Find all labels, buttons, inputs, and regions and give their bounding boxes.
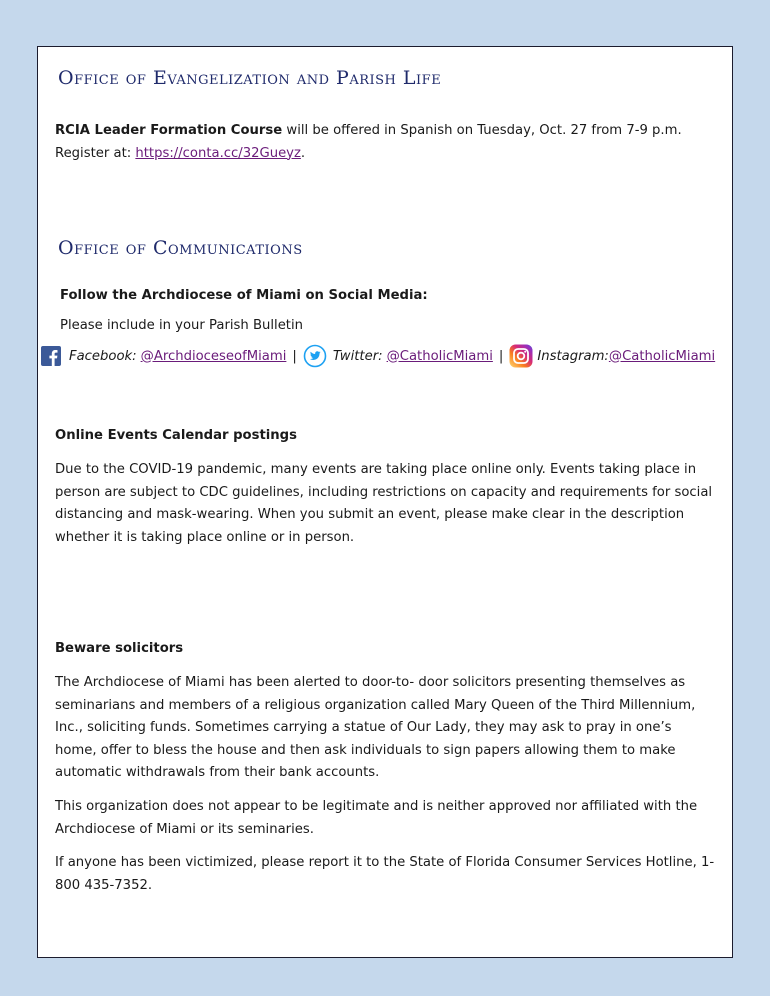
rcia-announcement: RCIA Leader Formation Course will be offered in Spanish on Tuesday, Oct. 27 from 7-9 p.m. Register at: https://conta.cc/32Gueyz. — [55, 123, 682, 161]
facebook-handle-link[interactable]: @ArchdioceseofMiami — [140, 348, 287, 364]
instagram-handle-link[interactable]: @CatholicMiami — [608, 348, 716, 364]
facebook-icon — [41, 346, 61, 366]
solicitors-paragraph-3: If anyone has been victimized, please report it to the State of Florida Consumer Services Hotline, 1-800 435-7352. — [55, 855, 715, 893]
facebook-label: Facebook: — [69, 348, 137, 364]
social-media-row — [41, 343, 715, 369]
separator: | — [498, 348, 504, 364]
twitter-icon — [303, 344, 327, 368]
include-note: Please include in your Parish Bulletin — [60, 318, 304, 333]
course-text: will be offered in Spanish on Tuesday, Oct. 27 from 7-9 p.m. — [282, 123, 682, 138]
solicitors-title: Beware solicitors — [55, 641, 184, 656]
calendar-title: Online Events Calendar postings — [55, 428, 297, 443]
course-name: RCIA Leader Formation Course — [55, 123, 283, 138]
register-link[interactable]: https://conta.cc/32Gueyz — [135, 145, 301, 161]
twitter-label: Twitter: — [332, 348, 383, 364]
bulletin-page — [37, 46, 733, 958]
instagram-icon — [509, 344, 533, 368]
solicitors-paragraph-2: This organization does not appear to be legitimate and is neither approved nor affiliated with the Archdiocese of Miami or its seminaries. — [55, 799, 698, 837]
evangelization-heading: Office of Evangelization and Parish Life — [58, 67, 442, 89]
instagram-label: Instagram: — [537, 348, 609, 364]
twitter-handle-link[interactable]: @CatholicMiami — [386, 348, 493, 364]
communications-heading: Office of Communications — [58, 237, 303, 259]
calendar-body: Due to the COVID-19 pandemic, many events are taking place online only. Events taking place in person are subject to CDC guidelines, including restrictions on capacity and requirements for social distancing and mask-wearing. When you submit an event, please make clear in the description whether it is taking place online or in person. — [55, 462, 713, 545]
register-label: Register at: — [55, 145, 136, 161]
follow-title: Follow the Archdiocese of Miami on Social Media: — [60, 288, 428, 303]
separator: | — [292, 348, 297, 364]
solicitors-paragraph-1: The Archdiocese of Miami has been alerted to door-to- door solicitors presenting themselves as seminarians and members of a religious organization called Mary Queen of the Third Millennium, Inc., soliciting funds. Sometimes carrying a statue of Our Lady, they may ask to pray in one’s home, offer to bless the house and then ask individuals to sign papers allowing them to make automatic withdrawals from their bank accounts. — [55, 675, 696, 780]
